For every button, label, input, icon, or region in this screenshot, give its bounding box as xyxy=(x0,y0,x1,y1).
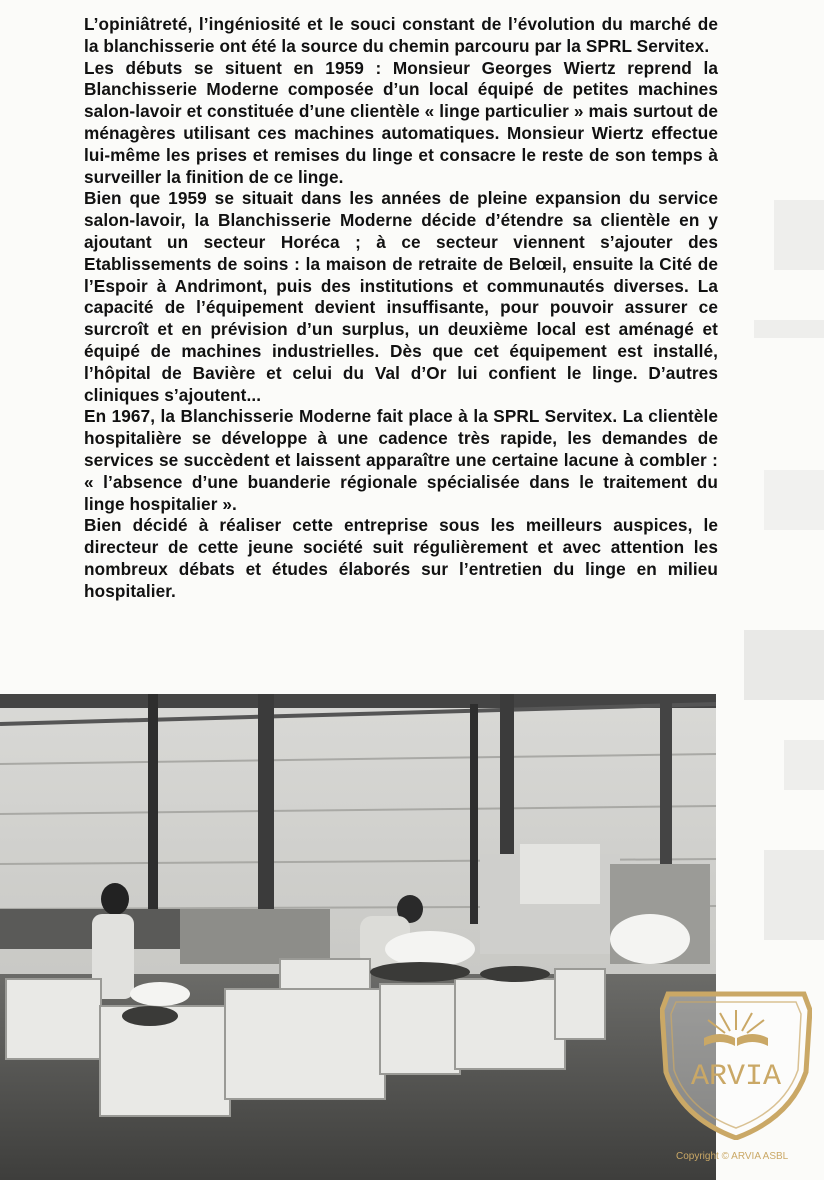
arvia-watermark-logo xyxy=(660,980,812,1140)
logo-text: ARVIA xyxy=(690,1060,782,1094)
copyright-notice: Copyright © ARVIA ASBL xyxy=(676,1151,789,1162)
paragraph: Bien que 1959 se situait dans les années de pleine expansion du service salon-lavoir, la Blanchisserie Moderne décide d’étendre sa clientèle en y ajoutant un secteur Horéca ; à ce secteur viennent s’ajouter des Etablissements de soins : la maison de retraite de Belœil, ensuite la Cité de l’Espoir à Andrimont, puis des institutions et communautés diverses. La capacité de l’équipement devient insuffisante, pour pouvoir assurer ce surcroît et en prévision d’un surplus, un deuxième local est aménagé et équipé de machines industrielles. Dès que cet équipement est installé, l’hôpital de Bavière et celui du Val d’Or lui confient le linge. D’autres cliniques s’ajoutent... xyxy=(84,188,718,405)
paragraph: L’opiniâtreté, l’ingéniosité et le souci constant de l’évolution du marché de la blanchisserie ont été la source du chemin parcouru par la SPRL Servitex. xyxy=(84,14,718,56)
paragraph: Les débuts se situent en 1959 : Monsieur Georges Wiertz reprend la Blanchisserie Moderne composée d’un local équipé de petites machines salon-lavoir et constituée d’une clientèle « linge particulier » mais surtout de ménagères utilisant ces machines automatiques. Monsieur Wiertz effectue lui-même les prises et remises du linge et consacre le reste de son temps à surveiller la finition de ce linge. xyxy=(84,57,718,187)
paragraph: Bien décidé à réaliser cette entreprise sous les meilleurs auspices, le directeur de cette jeune société suit régulièrement et avec attention les nombreux débats et études élaborés sur l’entretien du linge en milieu hospitalier. xyxy=(84,515,718,601)
laundry-photo xyxy=(0,694,716,1180)
paragraph: En 1967, la Blanchisserie Moderne fait place à la SPRL Servitex. La clientèle hospitalière se développe à une cadence très rapide, les demandes de services se succèdent et laissent apparaître une certaine lacune à combler : « l’absence d’une buanderie régionale spécialisée dans le traitement du linge hospitalier ». xyxy=(84,406,718,514)
article-text xyxy=(84,14,718,603)
